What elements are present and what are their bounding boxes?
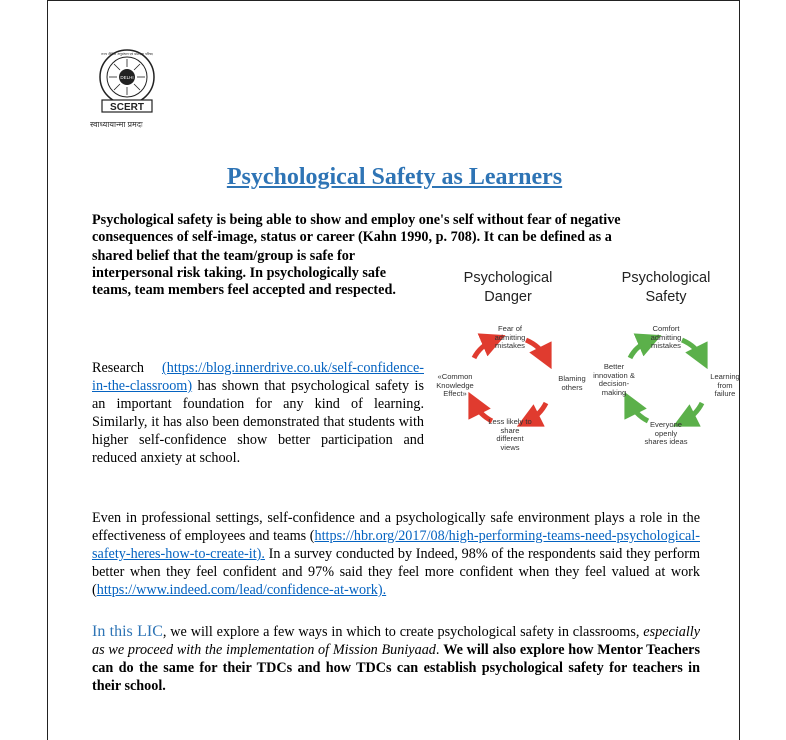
- safety-node-comfort: Comfort admitting mistakes: [650, 324, 682, 351]
- danger-node-blaming: Blaming others: [558, 374, 586, 392]
- danger-title-line2: Danger: [484, 289, 532, 305]
- lic-paragraph: [92, 623, 700, 695]
- intro-paragraph-continued: shared belief that the team/group is safe for interpersonal risk taking. In psychologically safe teams, team members feel accepted and respected.: [92, 248, 396, 298]
- intro-paragraph: Psychological safety is being able to show and employ one's self without fear of negative consequences of self-image, status or career (Kahn 1990, p. 708). It can be defined as a: [92, 212, 621, 245]
- safety-arrow-2: [684, 403, 702, 421]
- motto: स्वाध्यायान्मा प्रमदः: [90, 120, 143, 129]
- page-title: Psychological Safety as Learners: [226, 164, 563, 190]
- danger-title-line1: Psychological: [463, 270, 553, 286]
- cycle-arrows: [436, 263, 736, 463]
- research-link[interactable]: (https://blog.innerdrive.co.uk/self-confidence-in-the-classroom): [92, 360, 424, 394]
- hbr-link[interactable]: https://hbr.org/2017/08/high-performing-teams-need-psychological-safety-heres-how-to-create-it).: [92, 528, 700, 562]
- safety-node-ideas: Everyone openly shares ideas: [644, 420, 688, 447]
- lic-label: In this LIC: [92, 623, 163, 640]
- logo-inner-text: DELHI: [120, 75, 134, 80]
- danger-node-share: Less likely to share different views: [488, 417, 532, 452]
- scert-logo: [96, 47, 158, 119]
- logo-ring-text: राज्य शैक्षिक अनुसंधान एवं प्रशिक्षण परिषद: [101, 52, 153, 56]
- safety-node-learning: Learning from failure: [710, 372, 740, 399]
- safety-arrow-3: [630, 403, 648, 421]
- psychological-safety-diagram: [436, 263, 740, 463]
- para3-italic: especially as we proceed with the implementation of Mission Buniyaad: [92, 624, 701, 658]
- danger-node-fear: Fear of admitting mistakes: [494, 324, 526, 351]
- safety-title-line1: Psychological: [621, 270, 711, 286]
- logo-text: SCERT: [110, 102, 144, 113]
- para3-text-1: , we will explore a few ways in which to create psychological safety in classrooms,: [162, 624, 644, 640]
- para2-text-2: In a survey conducted by Indeed, 98% of the respondents said they perform better when they feel confident and 97% said they feel more confident when they feel valued at work (: [92, 546, 700, 598]
- para3-bold: We will also explore how Mentor Teachers can do the same for their TDCs and how TDCs can establish psychological safety for teachers in their school.: [92, 642, 701, 694]
- para3-text-2: .: [435, 642, 444, 658]
- research-lead: Research: [92, 360, 144, 376]
- safety-node-innovation: Better innovation & decision-making: [593, 362, 635, 397]
- professional-settings-paragraph: [92, 509, 700, 599]
- research-text: has shown that psychological safety is an important foundation for any kind of learning. Similarly, it has also been demonstrated that students with higher self-confidence show better participation and reduced anxiety at school.: [92, 378, 424, 466]
- safety-title-line2: Safety: [645, 289, 687, 305]
- indeed-link[interactable]: https://www.indeed.com/lead/confidence-at-work).: [96, 582, 387, 598]
- research-paragraph: [92, 359, 424, 467]
- danger-node-common-knowledge: «Common Knowledge Effect»: [436, 372, 474, 399]
- document-page: [47, 0, 740, 740]
- para2-text-1: Even in professional settings, self-confidence and a psychologically safe environment plays a role in the effectiveness of employees and teams (: [92, 510, 700, 544]
